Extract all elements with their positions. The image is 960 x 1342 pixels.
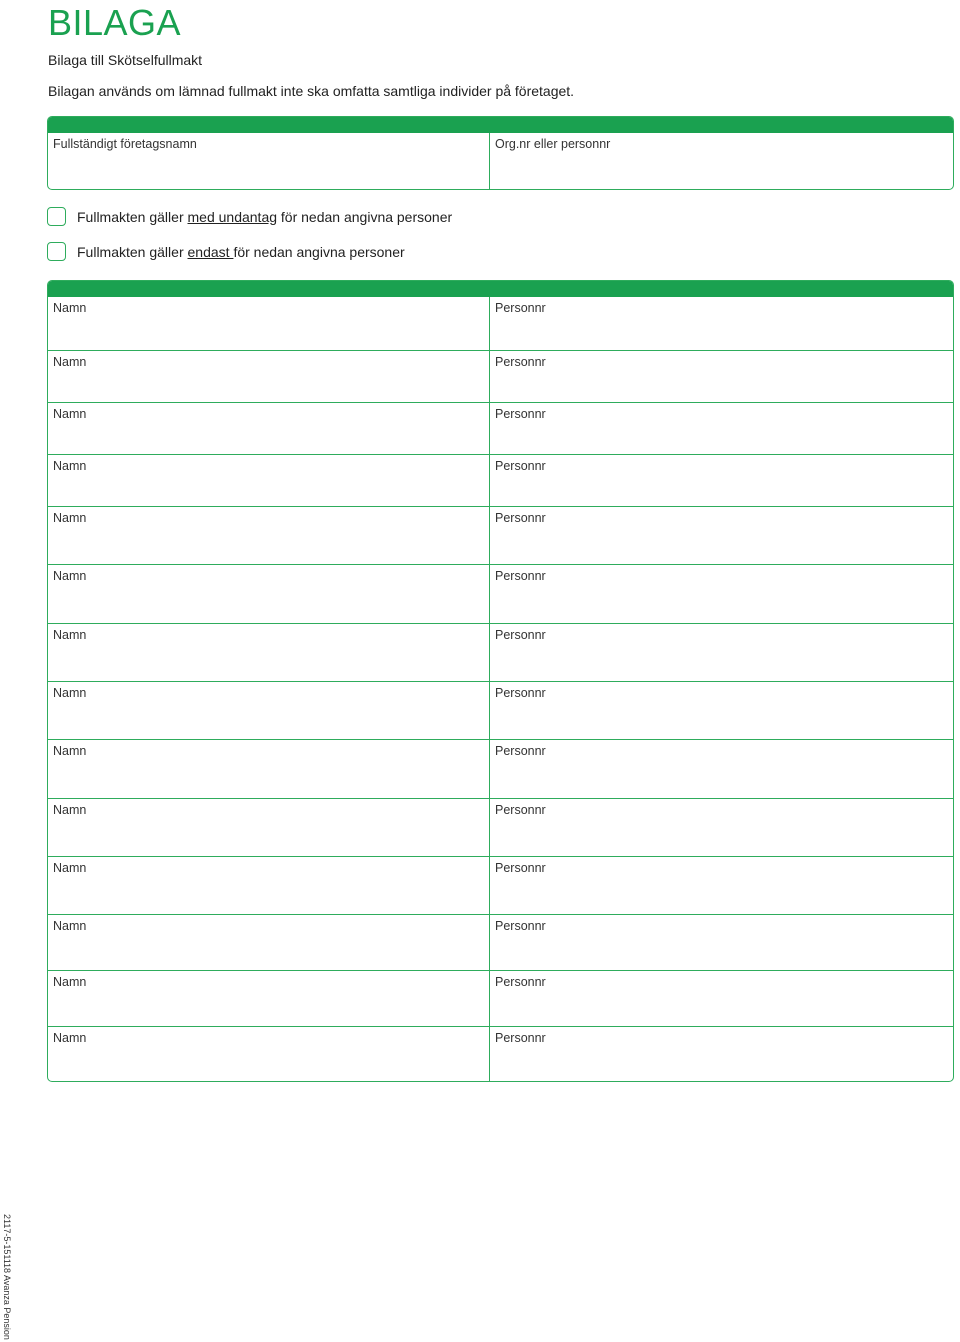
company-row [48,133,953,189]
person-name-label: Namn [53,511,87,525]
person-name-label: Namn [53,975,87,989]
section-header-bar [48,281,953,297]
option-except[interactable] [47,207,452,226]
person-id-label: Personnr [495,628,546,642]
person-id-label: Personnr [495,803,546,817]
option-except-label: Fullmakten gäller med undantag för nedan angivna personer [77,208,453,225]
person-name-label: Namn [53,569,87,583]
person-id-label: Personnr [495,1031,546,1045]
persons-table [48,297,953,1082]
person-id-field[interactable] [490,740,953,798]
person-id-field[interactable] [490,857,953,914]
person-row [48,739,953,798]
person-row [48,914,953,970]
person-id-label: Personnr [495,407,546,421]
person-name-field[interactable] [48,971,490,1026]
person-id-field[interactable] [490,507,953,564]
person-id-field[interactable] [490,403,953,454]
person-row [48,1026,953,1082]
person-row [48,564,953,623]
person-name-label: Namn [53,301,87,315]
person-id-field[interactable] [490,915,953,970]
person-id-field[interactable] [490,682,953,739]
person-name-field[interactable] [48,624,490,681]
company-section [47,116,954,190]
company-name-label: Fullständigt företagsnamn [53,137,197,151]
person-name-field[interactable] [48,799,490,856]
page-subtitle: Bilaga till Skötselfullmakt [48,52,203,68]
person-row [48,506,953,564]
person-id-field[interactable] [490,624,953,681]
person-row [48,350,953,402]
person-id-field[interactable] [490,297,953,350]
org-number-label: Org.nr eller personnr [495,137,611,151]
intro-text: Bilagan används om lämnad fullmakt inte ska omfatta samtliga individer på företaget. [48,83,575,99]
company-name-field[interactable] [48,133,490,189]
option-only-label: Fullmakten gäller endast för nedan angivna personer [77,243,405,260]
person-name-label: Namn [53,628,87,642]
person-name-field[interactable] [48,740,490,798]
option-only[interactable] [47,242,405,261]
person-id-field[interactable] [490,799,953,856]
person-name-field[interactable] [48,455,490,506]
person-row [48,681,953,739]
checkbox-only[interactable] [47,242,66,261]
person-row [48,297,953,350]
person-id-label: Personnr [495,511,546,525]
person-name-label: Namn [53,459,87,473]
person-row [48,454,953,506]
section-header-bar [48,117,953,133]
form-code: 2117-5-151118 Avanza Pension [2,1214,12,1340]
page-title: BILAGA [48,2,182,43]
person-name-field[interactable] [48,403,490,454]
person-id-label: Personnr [495,744,546,758]
person-name-field[interactable] [48,915,490,970]
person-id-field[interactable] [490,455,953,506]
persons-section [47,280,954,1082]
person-id-field[interactable] [490,971,953,1026]
person-name-label: Namn [53,744,87,758]
person-id-field[interactable] [490,1027,953,1082]
person-id-label: Personnr [495,301,546,315]
person-row [48,623,953,681]
checkbox-except[interactable] [47,207,66,226]
person-name-label: Namn [53,1031,87,1045]
person-name-field[interactable] [48,351,490,402]
person-name-field[interactable] [48,857,490,914]
person-row [48,402,953,454]
person-row [48,798,953,856]
person-name-label: Namn [53,861,87,875]
person-name-field[interactable] [48,297,490,350]
person-name-field[interactable] [48,507,490,564]
person-id-label: Personnr [495,919,546,933]
person-id-label: Personnr [495,569,546,583]
person-name-label: Namn [53,407,87,421]
person-id-field[interactable] [490,351,953,402]
person-name-label: Namn [53,919,87,933]
org-number-field[interactable] [490,133,953,189]
person-row [48,970,953,1026]
person-id-label: Personnr [495,686,546,700]
person-id-label: Personnr [495,459,546,473]
person-id-label: Personnr [495,975,546,989]
person-id-label: Personnr [495,861,546,875]
person-name-field[interactable] [48,1027,490,1082]
person-name-label: Namn [53,803,87,817]
person-id-label: Personnr [495,355,546,369]
person-id-field[interactable] [490,565,953,623]
person-name-label: Namn [53,355,87,369]
person-name-field[interactable] [48,682,490,739]
person-name-label: Namn [53,686,87,700]
person-name-field[interactable] [48,565,490,623]
person-row [48,856,953,914]
